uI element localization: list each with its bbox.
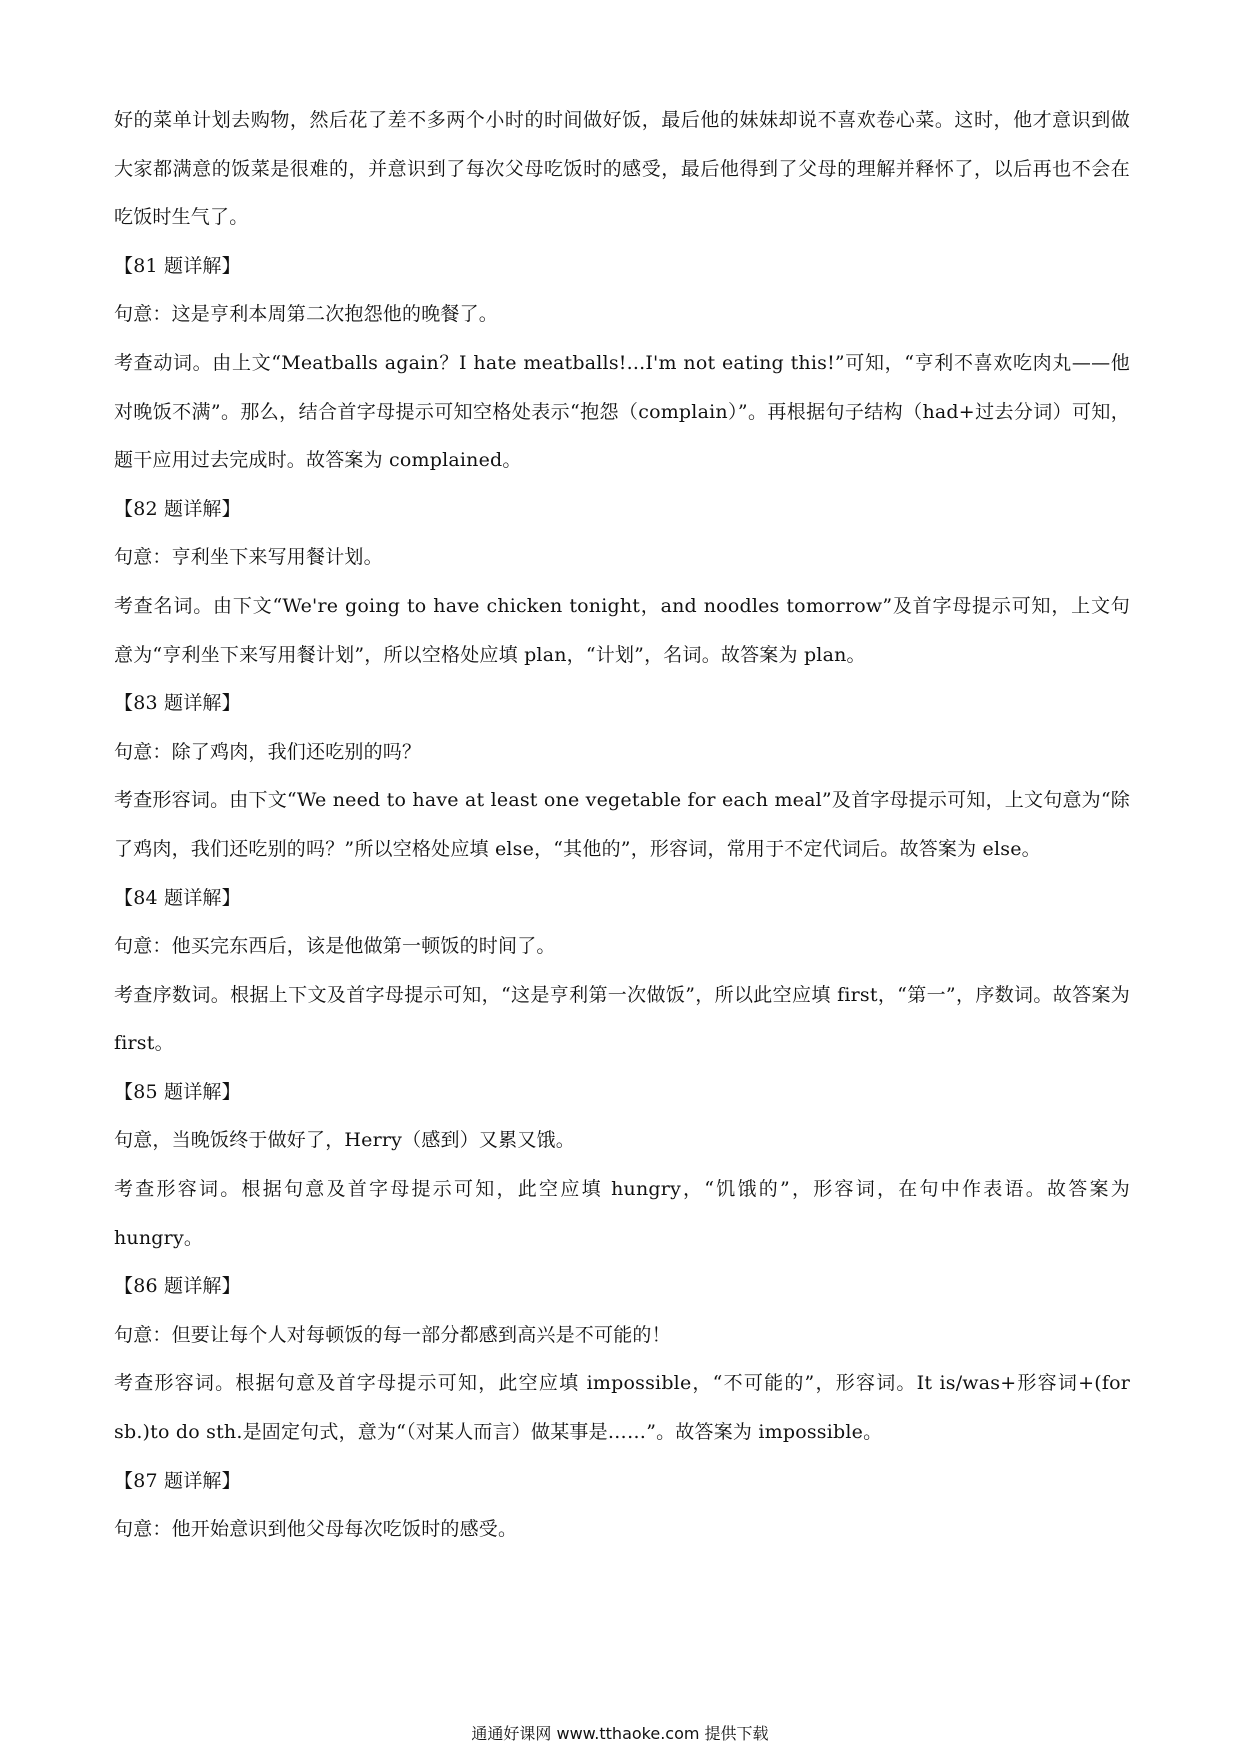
section-85 (114, 1068, 1130, 1262)
section-explanation: 考查形容词。根据句意及首字母提示可知，此空应填 impossible，“不可能的”，形容词。It is/was+形容词+(for sb.)to do sth.是固定句式，意为“（对某人而言）做某事是……”。故答案为 impossible。 (114, 1372, 1130, 1444)
section-meaning: 句意：他开始意识到他父母每次吃饭时的感受。 (114, 1518, 518, 1541)
section-meaning: 句意：这是亨利本周第二次抱怨他的晚餐了。 (114, 303, 499, 326)
section-explanation: 考查形容词。由下文“We need to have at least one vegetable for each meal”及首字母提示可知，上文句意为“除了鸡肉，我们还吃别的吗？”所以空格处应填 else，“其他的”，形容词，常用于不定代词后。故答案为 else。 (114, 789, 1130, 860)
section-83 (114, 679, 1130, 873)
section-heading: 【83 题详解】 (114, 692, 241, 715)
document-body (114, 96, 1130, 1554)
section-meaning: 句意：亨利坐下来写用餐计划。 (114, 546, 383, 569)
section-84 (114, 874, 1130, 1068)
section-heading: 【87 题详解】 (114, 1469, 241, 1492)
section-meaning: 句意，当晚饭终于做好了，Herry（感到）又累又饿。 (114, 1129, 575, 1152)
section-meaning: 句意：但要让每个人对每顿饭的每一部分都感到高兴是不可能的！ (114, 1323, 671, 1346)
section-heading: 【82 题详解】 (114, 497, 241, 520)
section-explanation: 考查形容词。根据句意及首字母提示可知，此空应填 hungry，“饥饿的”，形容词，在句中作表语。故答案为 hungry。 (114, 1178, 1130, 1249)
page-footer: 通通好课网 www.tthaoke.com 提供下载 (471, 1724, 769, 1743)
section-86 (114, 1262, 1130, 1456)
section-explanation: 考查序数词。根据上下文及首字母提示可知，“这是亨利第一次做饭”，所以此空应填 first，“第一”，序数词。故答案为 first。 (114, 983, 1130, 1055)
section-explanation: 考查名词。由下文“We're going to have chicken tonight，and noodles tomorrow”及首字母提示可知，上文句意为“亨利坐下来写用餐计划”，所以空格处应填 plan，“计划”，名词。故答案为 plan。 (114, 594, 1130, 666)
section-explanation: 考查动词。由上文“Meatballs again？I hate meatballs!...I'm not eating this!”可知，“亨利不喜欢吃肉丸——他对晚饭不满”。那么，结合首字母提示可知空格处表示“抱怨（complain）”。再根据句子结构（had+过去分词）可知，题干应用过去完成时。故答案为 complained。 (114, 351, 1130, 472)
intro-paragraph: 好的菜单计划去购物，然后花了差不多两个小时的时间做好饭，最后他的妹妹却说不喜欢卷心菜。这时，他才意识到做大家都满意的饭菜是很难的，并意识到了每次父母吃饭时的感受，最后他得到了父母的理解并释怀了，以后再也不会在吃饭时生气了。 (114, 109, 1130, 229)
section-heading: 【81 题详解】 (114, 254, 241, 277)
section-82 (114, 485, 1130, 679)
section-meaning: 句意：除了鸡肉，我们还吃别的吗？ (114, 740, 422, 763)
section-81 (114, 242, 1130, 485)
section-87 (114, 1457, 1130, 1554)
section-heading: 【84 题详解】 (114, 886, 241, 909)
section-heading: 【86 题详解】 (114, 1275, 241, 1298)
section-heading: 【85 题详解】 (114, 1080, 241, 1103)
section-meaning: 句意：他买完东西后，该是他做第一顿饭的时间了。 (114, 935, 556, 958)
